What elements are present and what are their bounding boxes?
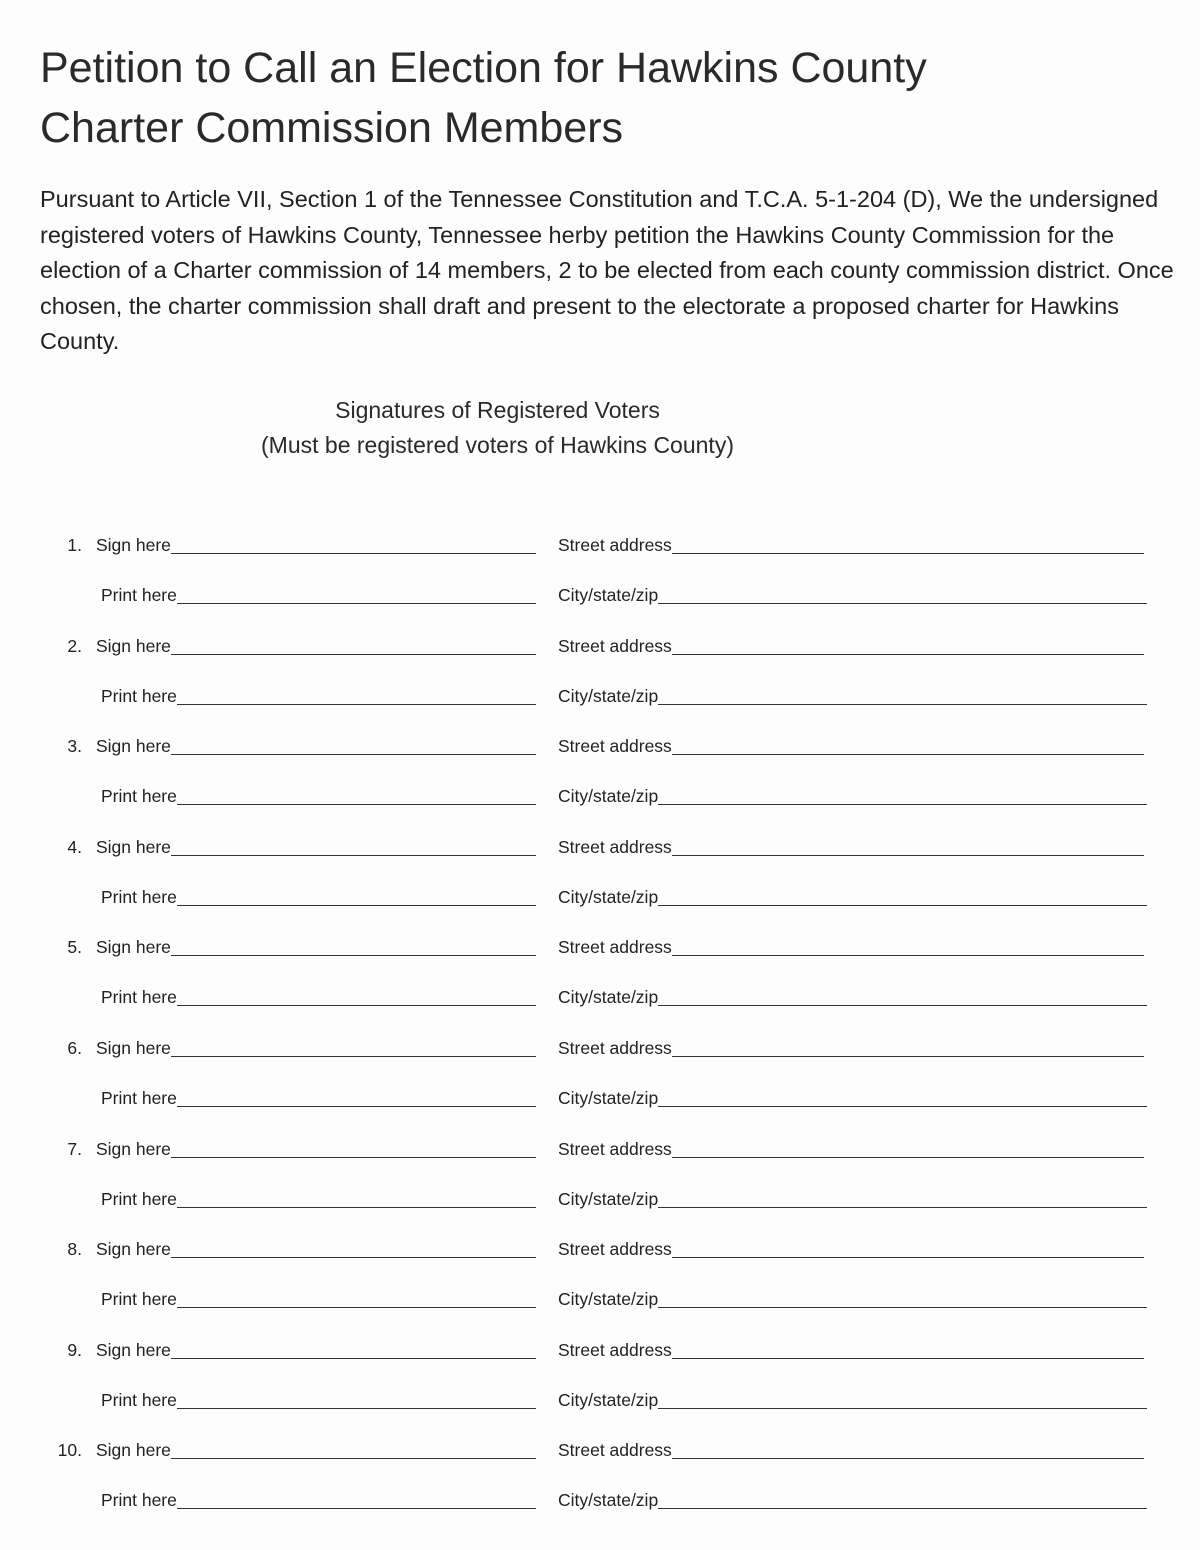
city-state-zip-field[interactable] [658,1407,1147,1409]
sign-here-line [96,530,536,560]
entry-number: 7. [67,1138,82,1159]
city-state-zip-line [558,1184,1147,1214]
signature-field[interactable] [171,753,536,755]
city-state-zip-line-label: City/state/zip [558,886,659,907]
street-address-field[interactable] [672,653,1144,655]
city-state-zip-line [558,1385,1147,1415]
printed-name-field[interactable] [177,703,536,705]
entry-number: 1. [67,535,82,555]
sign-here-line-label: Sign here [96,1339,171,1360]
page-title-line-2: Charter Commission Members [40,104,624,152]
street-address-line [558,1033,1144,1063]
print-here-line-label: Print here [101,1289,177,1310]
signature-field[interactable] [171,653,536,655]
city-state-zip-field[interactable] [658,904,1147,906]
print-here-line [101,1385,536,1415]
sign-here-line [96,1335,536,1365]
sign-here-line-label: Sign here [96,836,171,857]
sign-here-line [96,631,536,661]
street-address-line-label: Street address [558,836,672,857]
print-here-line [101,1485,536,1515]
sign-here-line-label: Sign here [96,937,171,958]
printed-name-field[interactable] [177,904,536,906]
signature-entry [0,1033,1200,1134]
sign-here-line [96,1134,536,1164]
signature-field[interactable] [171,552,536,554]
signature-field[interactable] [171,1357,536,1359]
city-state-zip-line [558,580,1147,610]
city-state-zip-field[interactable] [658,1105,1147,1107]
street-address-line-label: Street address [558,1138,672,1159]
signature-field[interactable] [171,1055,536,1057]
city-state-zip-field[interactable] [658,602,1147,604]
sign-here-line [96,932,536,962]
sign-here-line-label: Sign here [96,535,171,555]
sign-here-line-label: Sign here [96,1239,171,1260]
signature-entry [0,832,1200,933]
print-here-line [101,882,536,912]
sign-here-line [96,1033,536,1063]
entry-number: 2. [67,635,82,656]
print-here-line-label: Print here [101,786,177,807]
street-address-line [558,1435,1144,1465]
city-state-zip-line-label: City/state/zip [558,786,659,807]
city-state-zip-line-label: City/state/zip [558,1490,659,1511]
signatures-heading-note: (Must be registered voters of Hawkins County) [261,432,734,458]
street-address-field[interactable] [672,1357,1144,1359]
sign-here-line [96,1234,536,1264]
street-address-line-label: Street address [558,937,672,958]
intro-paragraph: Pursuant to Article VII, Section 1 of the Tennessee Constitution and T.C.A. 5-1-204 (D), We the undersigned registered voters of Hawkins County, Tennessee herby petition the Hawkins County Commission for the election of a Charter commission of 14 members, 2 to be elected from each county commission district. Once chosen, the charter commission shall draft and present to the electorate a proposed charter for Hawkins County. [40,186,1174,354]
street-address-line-label: Street address [558,1339,672,1360]
printed-name-field[interactable] [177,1105,536,1107]
street-address-line [558,530,1144,560]
street-address-line-label: Street address [558,535,672,555]
sign-here-line-label: Sign here [96,1037,171,1058]
signature-entry [0,731,1200,832]
signature-entry [0,1134,1200,1235]
sign-here-line-label: Sign here [96,1440,171,1461]
city-state-zip-field[interactable] [658,1507,1147,1509]
city-state-zip-line-label: City/state/zip [558,685,659,706]
street-address-line-label: Street address [558,1239,672,1260]
entry-number: 8. [67,1239,82,1260]
city-state-zip-line [558,681,1147,711]
street-address-field[interactable] [672,1256,1144,1258]
city-state-zip-field[interactable] [658,803,1147,805]
signature-entry [0,1335,1200,1436]
print-here-line [101,982,536,1012]
print-here-line-label: Print here [101,585,177,605]
print-here-line [101,1284,536,1314]
street-address-line [558,832,1144,862]
city-state-zip-field[interactable] [658,1206,1147,1208]
print-here-line-label: Print here [101,1188,177,1209]
city-state-zip-line-label: City/state/zip [558,1289,659,1310]
signature-entry [0,1234,1200,1335]
city-state-zip-line [558,1083,1147,1113]
street-address-line-label: Street address [558,1037,672,1058]
printed-name-field[interactable] [177,1507,536,1509]
signature-entry [0,631,1200,732]
street-address-line [558,932,1144,962]
city-state-zip-field[interactable] [658,1004,1147,1006]
signature-field[interactable] [171,1256,536,1258]
printed-name-field[interactable] [177,803,536,805]
sign-here-line-label: Sign here [96,736,171,757]
page-title [40,38,1160,158]
street-address-line [558,731,1144,761]
signature-field[interactable] [171,954,536,956]
print-here-line-label: Print here [101,1087,177,1108]
street-address-line-label: Street address [558,736,672,757]
entry-number: 6. [67,1037,82,1058]
city-state-zip-line [558,1485,1147,1515]
signature-entry [0,530,1200,631]
entry-number: 9. [67,1339,82,1360]
signature-field[interactable] [171,1457,536,1459]
signature-field[interactable] [171,854,536,856]
city-state-zip-line-label: City/state/zip [558,585,659,605]
city-state-zip-field[interactable] [658,1306,1147,1308]
page-title-line-1: Petition to Call an Election for Hawkins County [40,44,927,92]
city-state-zip-field[interactable] [658,703,1147,705]
entry-number: 5. [67,937,82,958]
street-address-field[interactable] [672,1055,1144,1057]
city-state-zip-line-label: City/state/zip [558,1389,659,1410]
street-address-field[interactable] [672,954,1144,956]
print-here-line [101,1083,536,1113]
sign-here-line [96,1435,536,1465]
signature-entry [0,932,1200,1033]
entry-number: 3. [67,736,82,757]
street-address-field[interactable] [672,1457,1144,1459]
city-state-zip-line-label: City/state/zip [558,1087,659,1108]
city-state-zip-line [558,882,1147,912]
print-here-line-label: Print here [101,987,177,1008]
sign-here-line [96,731,536,761]
signatures-heading-title: Signatures of Registered Voters [335,397,660,423]
print-here-line-label: Print here [101,886,177,907]
signatures-heading [200,393,795,463]
print-here-line [101,1184,536,1214]
sign-here-line [96,832,536,862]
street-address-field[interactable] [672,854,1144,856]
print-here-line-label: Print here [101,1490,177,1511]
print-here-line [101,781,536,811]
street-address-line-label: Street address [558,1440,672,1461]
street-address-line [558,1134,1144,1164]
city-state-zip-line [558,1284,1147,1314]
printed-name-field[interactable] [177,1206,536,1208]
print-here-line [101,681,536,711]
signature-entry [0,1435,1200,1536]
sign-here-line-label: Sign here [96,635,171,656]
street-address-line [558,1234,1144,1264]
entry-number: 4. [67,836,82,857]
city-state-zip-line-label: City/state/zip [558,987,659,1008]
print-here-line [101,580,536,610]
street-address-line-label: Street address [558,635,672,656]
printed-name-field[interactable] [177,1407,536,1409]
signature-field[interactable] [171,1156,536,1158]
printed-name-field[interactable] [177,602,536,604]
city-state-zip-line [558,781,1147,811]
street-address-line [558,631,1144,661]
sign-here-line-label: Sign here [96,1138,171,1159]
street-address-field[interactable] [672,753,1144,755]
print-here-line-label: Print here [101,1389,177,1410]
street-address-line [558,1335,1144,1365]
street-address-field[interactable] [672,1156,1144,1158]
printed-name-field[interactable] [177,1004,536,1006]
printed-name-field[interactable] [177,1306,536,1308]
entry-number: 10. [57,1440,82,1461]
signature-rows [0,530,1200,1536]
city-state-zip-line-label: City/state/zip [558,1188,659,1209]
city-state-zip-line [558,982,1147,1012]
street-address-field[interactable] [672,552,1144,554]
print-here-line-label: Print here [101,685,177,706]
